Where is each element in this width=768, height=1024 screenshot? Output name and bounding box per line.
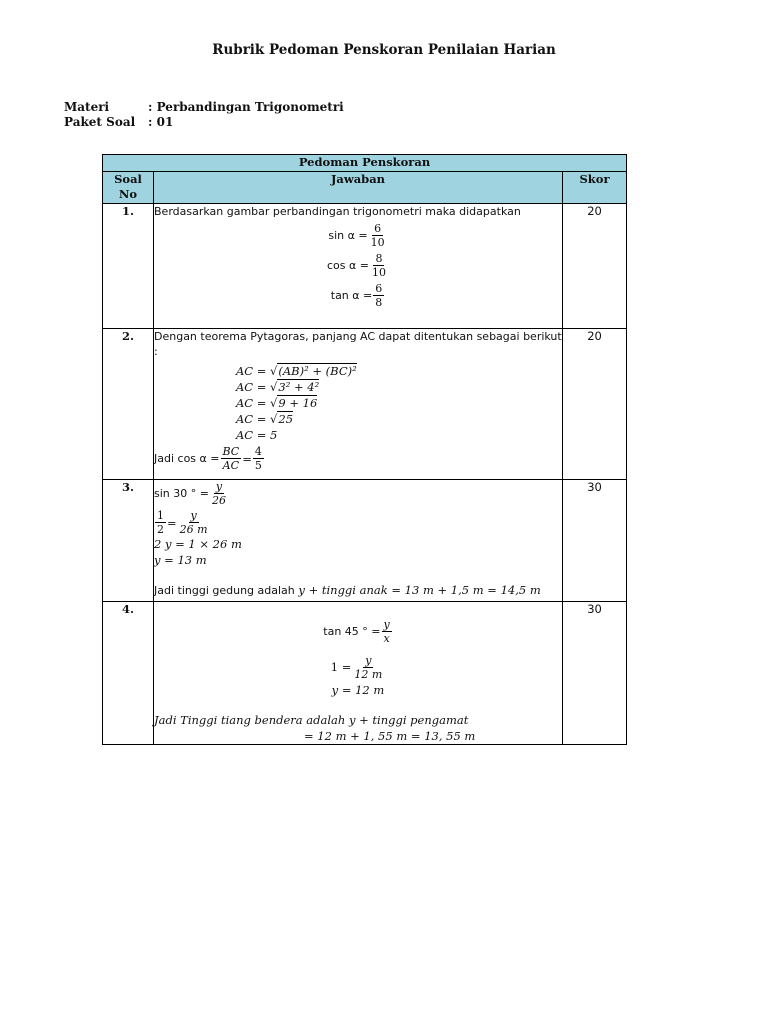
equation (154, 509, 562, 536)
fraction (352, 654, 384, 681)
table-row (103, 602, 627, 745)
numerator: y (190, 509, 197, 522)
fraction (369, 222, 387, 249)
equals-sign: = (242, 451, 252, 466)
conclusion (154, 582, 562, 599)
equation-lhs: sin α = (328, 228, 368, 242)
equation-lhs: AC = (236, 412, 267, 426)
numerator: 6 (375, 281, 383, 295)
fraction (221, 445, 242, 472)
conclusion-math: y + tinggi anak = 13 m + 1,5 m = 14,5 m (298, 583, 541, 597)
conclusion-text: Jadi tinggi gedung adalah (154, 584, 295, 597)
denominator: x (383, 631, 390, 645)
row-number: 1. (103, 204, 154, 329)
denominator: 5 (254, 459, 262, 472)
equation (154, 616, 562, 646)
denominator: 8 (375, 295, 383, 309)
numerator: y (215, 480, 223, 493)
conclusion (154, 445, 562, 472)
answer-cell (154, 480, 563, 602)
conclusion-prefix: Jadi cos α = (154, 452, 220, 465)
meta-block (64, 100, 344, 130)
numerator: 4 (254, 445, 262, 458)
derivation-block: AC = √(AB)² + (BC)² AC = √3² + 4² AC = √9 + 16 AC = √25 AC = 5 (154, 363, 562, 443)
score-cell: 30 (563, 602, 627, 745)
numerator: y (365, 653, 372, 667)
equation-lhs: AC = (236, 364, 267, 378)
equation-lhs: sin 30 ° = (154, 487, 209, 500)
equation-line: y = 12 m (331, 683, 385, 697)
fraction (155, 509, 166, 536)
answer-intro: Dengan teorema Pytagoras, panjang AC dapat ditentukan sebagai berikut : (154, 330, 562, 358)
materi-label: Materi (64, 100, 110, 114)
score-cell: 30 (563, 480, 627, 602)
equals-sign: = (167, 515, 177, 530)
column-header-no: No (118, 187, 138, 201)
denominator: 26 (211, 494, 226, 507)
denominator: AC (222, 459, 240, 472)
answer-intro: Berdasarkan gambar perbandingan trigonometri maka didapatkan (154, 205, 521, 218)
document-title: Rubrik Pedoman Penskoran Penilaian Harian (212, 42, 556, 58)
denominator: 12 m (354, 667, 383, 681)
materi-value: : Perbandingan Trigonometri (148, 100, 344, 114)
equation-lhs: 1 = (330, 660, 352, 674)
table-row (103, 204, 627, 329)
equation (154, 220, 562, 250)
answer-cell (154, 204, 563, 329)
fraction (253, 445, 264, 472)
equation-lhs: AC = (236, 396, 267, 410)
column-header-jawaban: Jawaban (154, 172, 563, 204)
equation-lhs: tan α = (330, 288, 373, 302)
equation (154, 280, 562, 310)
row-number: 2. (103, 329, 154, 480)
denominator: 2 (157, 523, 164, 536)
conclusion-line-1: Jadi Tinggi tiang bendera adalah y + tinggi pengamat (154, 713, 469, 727)
table-row (103, 480, 627, 602)
denominator: 10 (370, 235, 385, 249)
equation-line: AC = 5 (236, 428, 278, 442)
equation-line: 2 y = 1 × 26 m (154, 537, 242, 551)
answer-cell (154, 329, 563, 480)
radicand: (AB)² + (BC)² (278, 364, 357, 378)
paket-soal-label: Paket Soal (64, 115, 136, 129)
table-row (103, 329, 627, 480)
table-caption: Pedoman Penskoran (103, 155, 627, 172)
equation (154, 652, 562, 682)
numerator: 1 (157, 509, 164, 522)
equation (154, 250, 562, 280)
numerator: 6 (374, 221, 382, 235)
conclusion-line-2: = 12 m + 1, 55 m = 13, 55 m (304, 729, 476, 743)
row-number: 3. (103, 480, 154, 602)
equation-lhs: cos α = (327, 258, 369, 272)
rubric-table (102, 154, 627, 745)
score-cell: 20 (563, 204, 627, 329)
numerator: BC (222, 445, 240, 458)
paket-soal-value: : 01 (148, 115, 174, 129)
denominator: 10 (371, 265, 386, 279)
row-number: 4. (103, 602, 154, 745)
column-header-soal-no (103, 172, 154, 204)
radicand: 3² + 4² (278, 380, 320, 394)
fraction (382, 618, 392, 645)
equation-lhs: tan 45 ° = (323, 624, 381, 638)
answer-cell (154, 602, 563, 745)
denominator: 26 m (179, 523, 208, 536)
score-cell: 20 (563, 329, 627, 480)
equation-line: y = 13 m (154, 553, 207, 567)
fraction (370, 252, 388, 279)
radicand: 25 (278, 412, 294, 426)
numerator: y (383, 617, 390, 631)
fraction (178, 509, 210, 536)
equation-lhs: AC = (236, 380, 267, 394)
column-header-soal: Soal (114, 172, 142, 186)
column-header-skor: Skor (563, 172, 627, 204)
fraction (373, 282, 384, 309)
numerator: 8 (375, 251, 383, 265)
radicand: 9 + 16 (278, 396, 318, 410)
equation (154, 480, 562, 507)
fraction (210, 480, 228, 507)
